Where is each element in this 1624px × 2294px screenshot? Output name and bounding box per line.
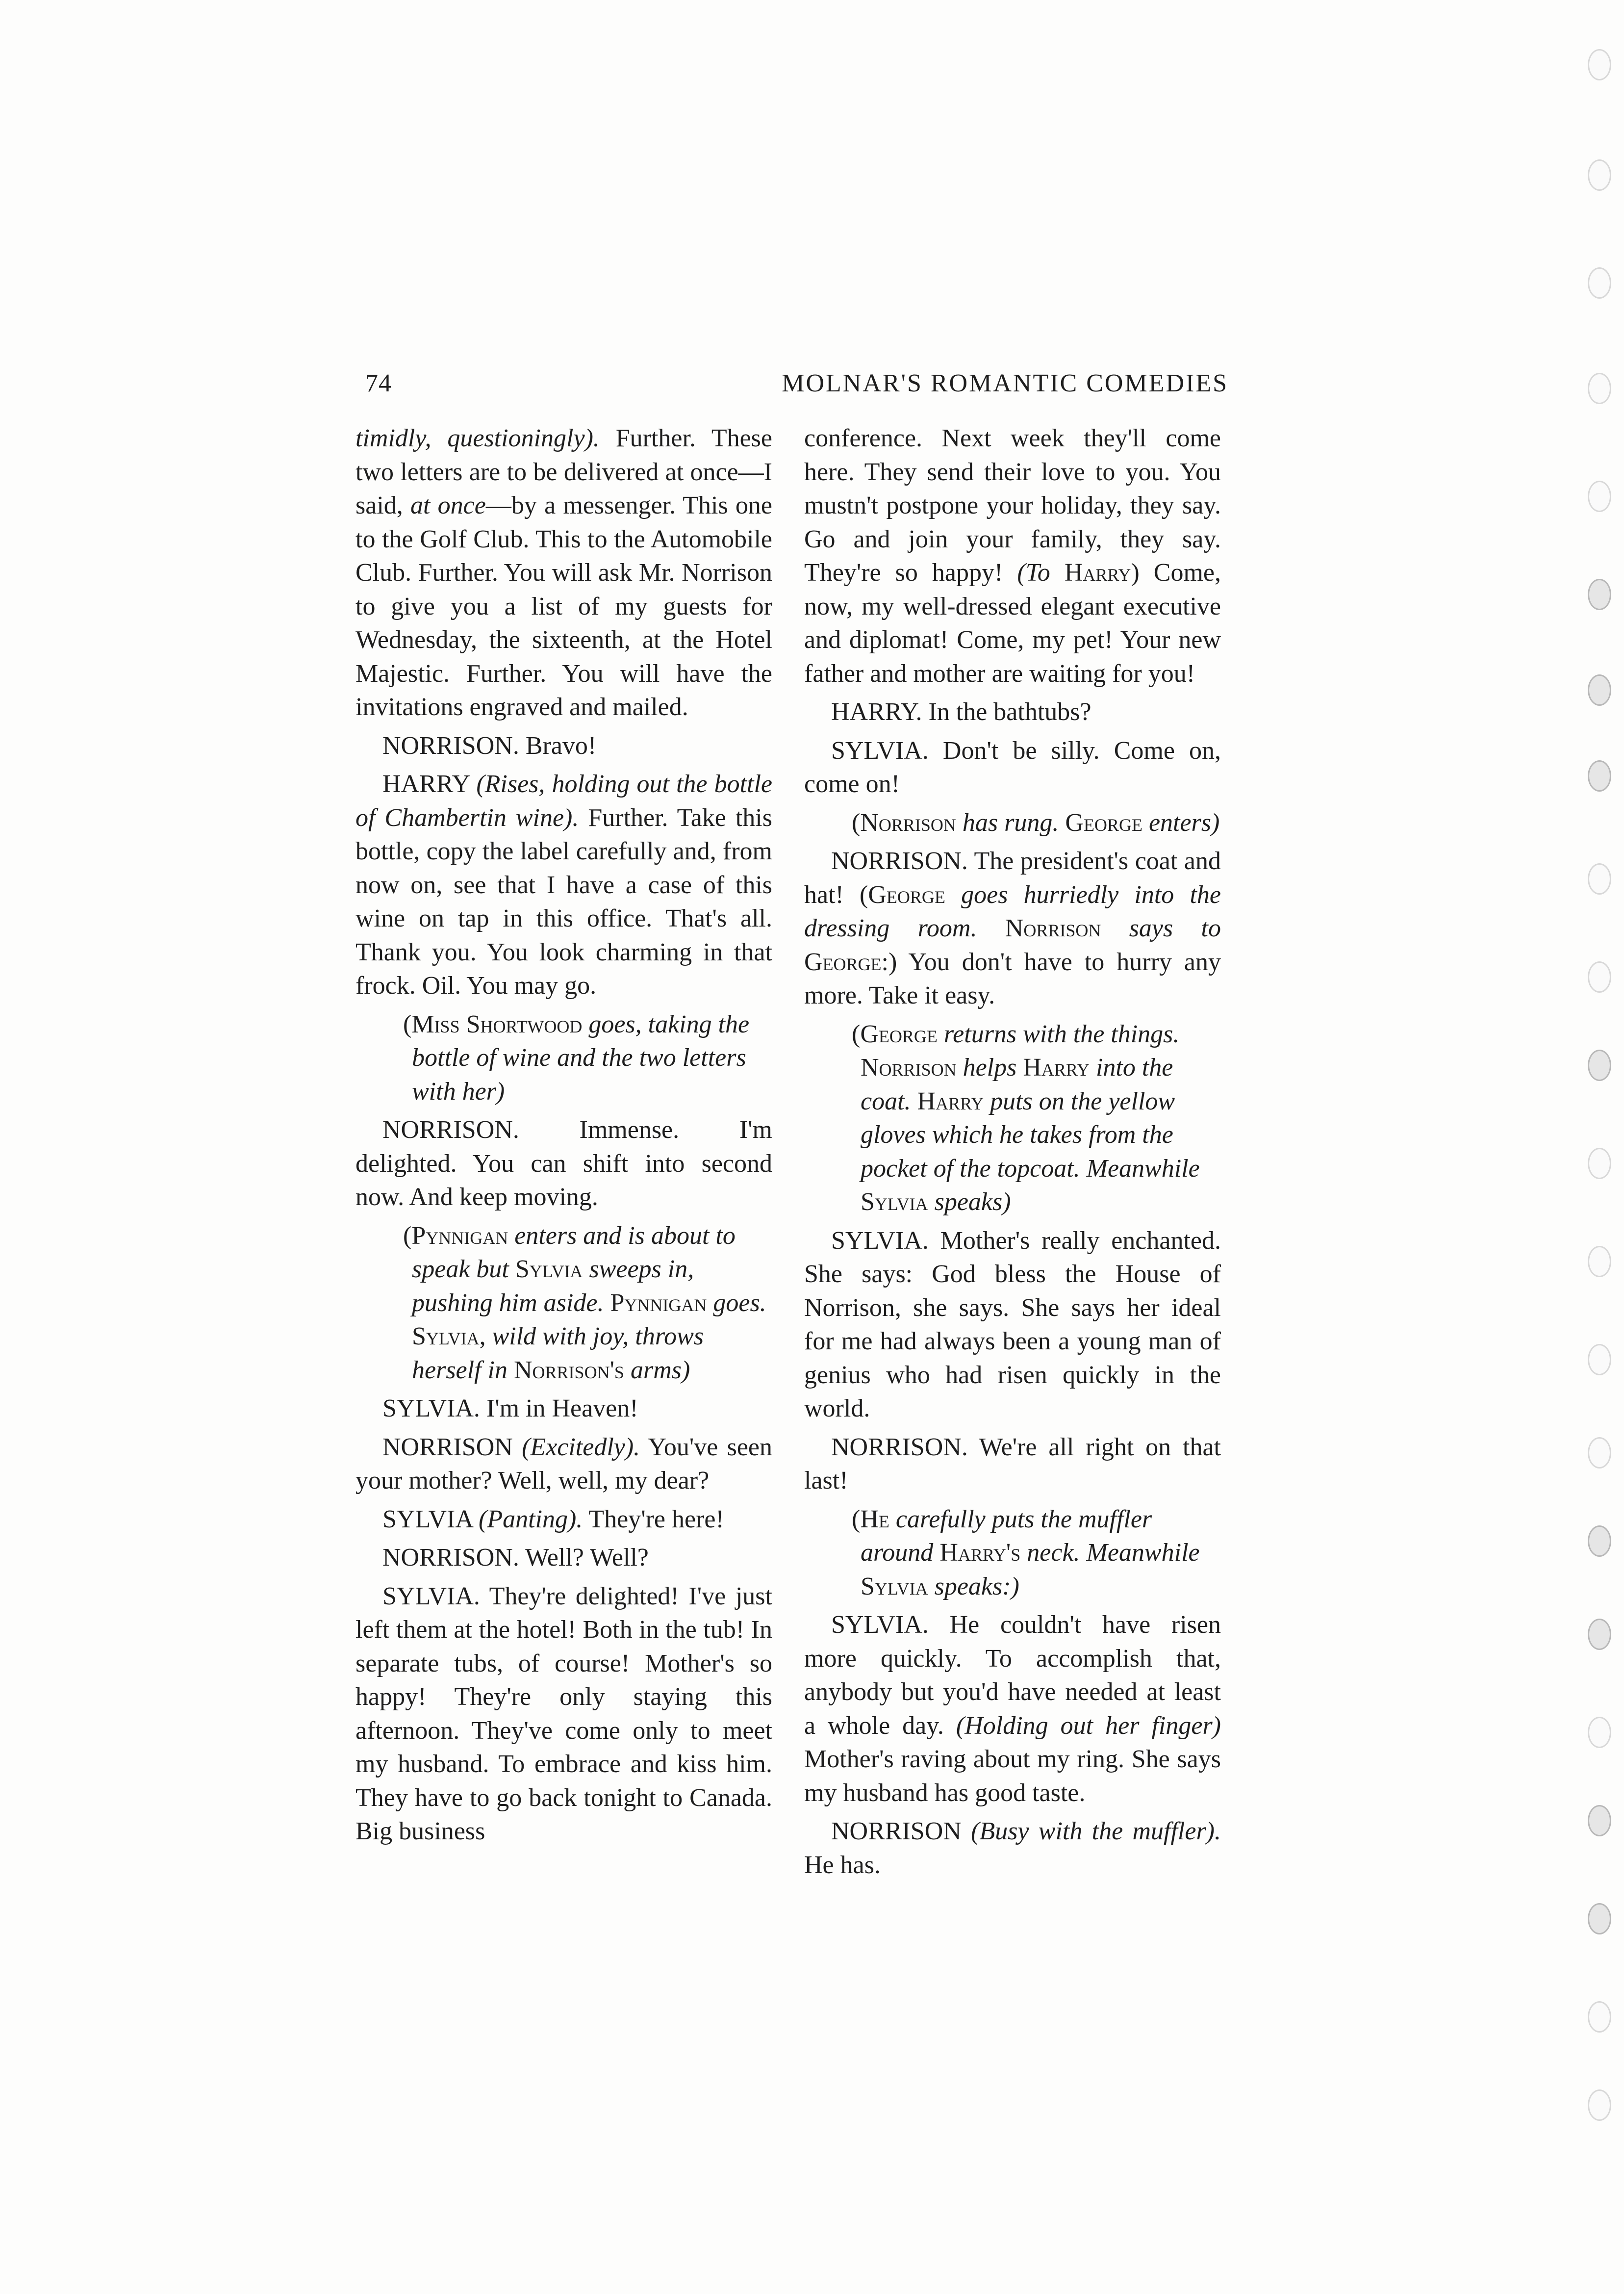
page-number: 74 <box>365 369 392 397</box>
dialogue-paragraph <box>355 729 772 763</box>
continued-paragraph <box>355 422 772 724</box>
text-run: NORRISON <box>831 1817 971 1845</box>
italic-text: enters and is about to speak but <box>412 1221 736 1283</box>
binder-hole <box>1588 159 1611 191</box>
italic-text: speaks) <box>928 1188 1011 1216</box>
character-name: Sylvia <box>861 1572 928 1600</box>
binder-hole <box>1588 2089 1611 2121</box>
italic-text: carefully puts the muffler around <box>861 1505 1152 1567</box>
italic-text: (Busy with the muffler). <box>971 1817 1221 1845</box>
binder-hole <box>1588 863 1611 895</box>
character-name: Pynnigan <box>610 1289 707 1317</box>
text-run: HARRY. In the bathtubs? <box>831 698 1091 726</box>
dialogue-paragraph <box>804 696 1221 729</box>
italic-text: goes. <box>707 1289 766 1317</box>
dialogue-paragraph <box>804 1431 1221 1498</box>
italic-text: says to <box>1101 914 1221 942</box>
italic-text: into the coat. <box>861 1054 1173 1115</box>
dialogue-paragraph <box>804 845 1221 1013</box>
character-name: George <box>868 880 945 909</box>
binder-hole <box>1588 1246 1611 1277</box>
binder-hole <box>1588 1525 1611 1557</box>
stage-direction <box>852 806 1221 840</box>
dialogue-paragraph <box>804 1815 1221 1882</box>
text-run: SYLVIA. Don't be silly. Come on, come on! <box>804 736 1221 798</box>
italic-text: (To <box>1017 559 1050 587</box>
binder-hole <box>1588 2001 1611 2033</box>
binder-hole <box>1588 267 1611 299</box>
character-name: Sylvia <box>861 1188 928 1216</box>
text-run: NORRISON. The president's coat and hat! ( <box>804 847 1221 909</box>
italic-text: wild with joy, throws herself in <box>412 1322 704 1384</box>
text-run: NORRISON. Well? Well? <box>382 1544 649 1572</box>
italic-text: puts on the yellow gloves which he takes from the pocket of the topcoat. Meanwhile <box>861 1087 1200 1183</box>
binder-hole <box>1588 579 1611 610</box>
character-name: George <box>804 948 882 976</box>
italic-text: neck. Meanwhile <box>1020 1539 1200 1567</box>
binder-holes <box>1579 49 1623 2183</box>
italic-text: at once <box>410 491 486 519</box>
italic-text: sweeps in, pushing him aside. <box>412 1255 694 1317</box>
stage-direction <box>403 1008 772 1109</box>
stage-direction <box>852 1018 1221 1219</box>
binder-hole <box>1588 760 1611 792</box>
italic-text: timidly, questioningly). <box>355 424 600 452</box>
text-run: SYLVIA <box>382 1505 479 1533</box>
text-run: NORRISON. We're all right on that last! <box>804 1433 1221 1495</box>
italic-text: (Panting). <box>479 1505 583 1533</box>
binder-hole <box>1588 1148 1611 1179</box>
text-run: conference. Next week they'll come here. They send their love to you. You mustn't postpone your holiday, they say. Go and join your family, they say. They're so happy! <box>804 424 1221 587</box>
text-run: Further. These two letters are to be delivered at once—I said, <box>355 424 772 519</box>
binder-hole <box>1588 1717 1611 1748</box>
binder-hole <box>1588 49 1611 80</box>
running-title: MOLNAR'S ROMANTIC COMEDIES <box>782 369 1228 397</box>
text-run: He has. <box>804 1851 881 1879</box>
left-text-column <box>355 422 772 1854</box>
text-run: —by a messenger. This one to the Golf Club. This to the Automobile Club. Further. You will ask Mr. Norrison to give you a list of my guests for Wednesday, the sixteenth, at the Hotel Majestic. Further. You will have the invitations engraved and mailed. <box>355 491 773 721</box>
character-name: (He <box>852 1505 889 1533</box>
binder-hole <box>1588 674 1611 706</box>
text-run: SYLVIA. He couldn't have risen more quickly. To accomplish that, anybody but you'd have needed at least a whole day. <box>804 1611 1221 1740</box>
italic-text: enters) <box>1142 808 1220 837</box>
italic-text: goes, taking the bottle of wine and the two letters with her) <box>412 1010 750 1106</box>
text-run: Further. Take this bottle, copy the label carefully and, from now on, see that I have a case of this wine on tap in this office. That's all. Thank you. You look charming in that frock. Oil. You may go. <box>355 803 772 1000</box>
text-run: SYLVIA. I'm in Heaven! <box>382 1394 638 1422</box>
character-name: Harry <box>1023 1054 1090 1082</box>
dialogue-paragraph <box>355 1580 772 1849</box>
text-run <box>1050 559 1065 587</box>
binder-hole <box>1588 1344 1611 1375</box>
italic-text: speaks:) <box>928 1572 1019 1600</box>
text-run: SYLVIA. They're delighted! I've just left them at the hotel! Both in the tub! In separate tubs, of course! Mother's so happy! They're only staying this afternoon. They've come only to meet my husband. To embrace and kiss him. They have to go back tonight to Canada. Big business <box>355 1582 772 1845</box>
character-name: George <box>1065 808 1142 837</box>
italic-text: goes hurriedly into the dressing room. <box>804 880 1221 942</box>
text-run: NORRISON. Immense. I'm delighted. You can shift into second now. And keep moving. <box>355 1116 772 1211</box>
italic-text: (Holding out her finger) <box>956 1711 1221 1740</box>
text-run: HARRY <box>382 770 477 798</box>
dialogue-paragraph <box>355 1541 772 1575</box>
text-run: :) You don't have to hurry any more. Take it easy. <box>804 948 1221 1009</box>
binder-hole <box>1588 1437 1611 1469</box>
character-name: (Miss Shortwood <box>403 1010 583 1038</box>
character-name: Norrison's <box>513 1356 624 1384</box>
italic-text: helps <box>956 1054 1023 1082</box>
character-name: Harry <box>917 1087 984 1115</box>
continued-paragraph <box>804 422 1221 691</box>
dialogue-paragraph <box>804 1224 1221 1426</box>
dialogue-paragraph <box>355 1431 772 1498</box>
text-run: NORRISON <box>382 1433 522 1461</box>
text-run: Mother's raving about my ring. She says my husband has good taste. <box>804 1745 1221 1807</box>
binder-hole <box>1588 1619 1611 1650</box>
dialogue-paragraph <box>355 768 772 1003</box>
italic-text: has rung. <box>956 808 1066 837</box>
stage-direction <box>403 1219 772 1388</box>
binder-hole <box>1588 1050 1611 1081</box>
character-name: (Pynnigan <box>403 1221 508 1250</box>
italic-text: returns with the things. <box>937 1020 1180 1048</box>
binder-hole <box>1588 1805 1611 1836</box>
italic-text: arms) <box>624 1356 690 1384</box>
text-run: ) Come, now, my well-dressed elegant executive and diplomat! Come, my pet! Your new father and mother are waiting for you! <box>804 559 1221 688</box>
dialogue-paragraph <box>355 1113 772 1214</box>
character-name: Harry <box>1064 559 1131 587</box>
character-name: (Norrison <box>852 808 956 837</box>
dialogue-paragraph <box>355 1392 772 1426</box>
right-text-column <box>804 422 1221 1887</box>
character-name: Sylvia, <box>412 1322 486 1350</box>
text-run: NORRISON. Bravo! <box>382 731 597 760</box>
italic-text: (Rises, holding out the bottle of Chambertin wine). <box>355 770 772 832</box>
dialogue-paragraph <box>804 1608 1221 1810</box>
character-name: Norrison <box>861 1054 957 1082</box>
text-run: You've seen your mother? Well, well, my dear? <box>355 1433 772 1495</box>
binder-hole <box>1588 961 1611 993</box>
text-run: SYLVIA. Mother's really enchanted. She says: God bless the House of Norrison, she says. She says her ideal for me had always been a young man of genius who had risen quickly in the world. <box>804 1226 1221 1422</box>
character-name: (George <box>852 1020 938 1048</box>
page-header <box>355 369 1228 408</box>
dialogue-paragraph <box>804 734 1221 801</box>
character-name: Harry's <box>939 1539 1021 1567</box>
character-name: Sylvia <box>515 1255 583 1283</box>
dialogue-paragraph <box>355 1503 772 1537</box>
binder-hole <box>1588 1903 1611 1934</box>
binder-hole <box>1588 481 1611 512</box>
character-name: Norrison <box>1005 914 1101 942</box>
stage-direction <box>852 1503 1221 1604</box>
italic-text: (Excitedly). <box>522 1433 640 1461</box>
text-run: They're here! <box>583 1505 724 1533</box>
binder-hole <box>1588 373 1611 404</box>
